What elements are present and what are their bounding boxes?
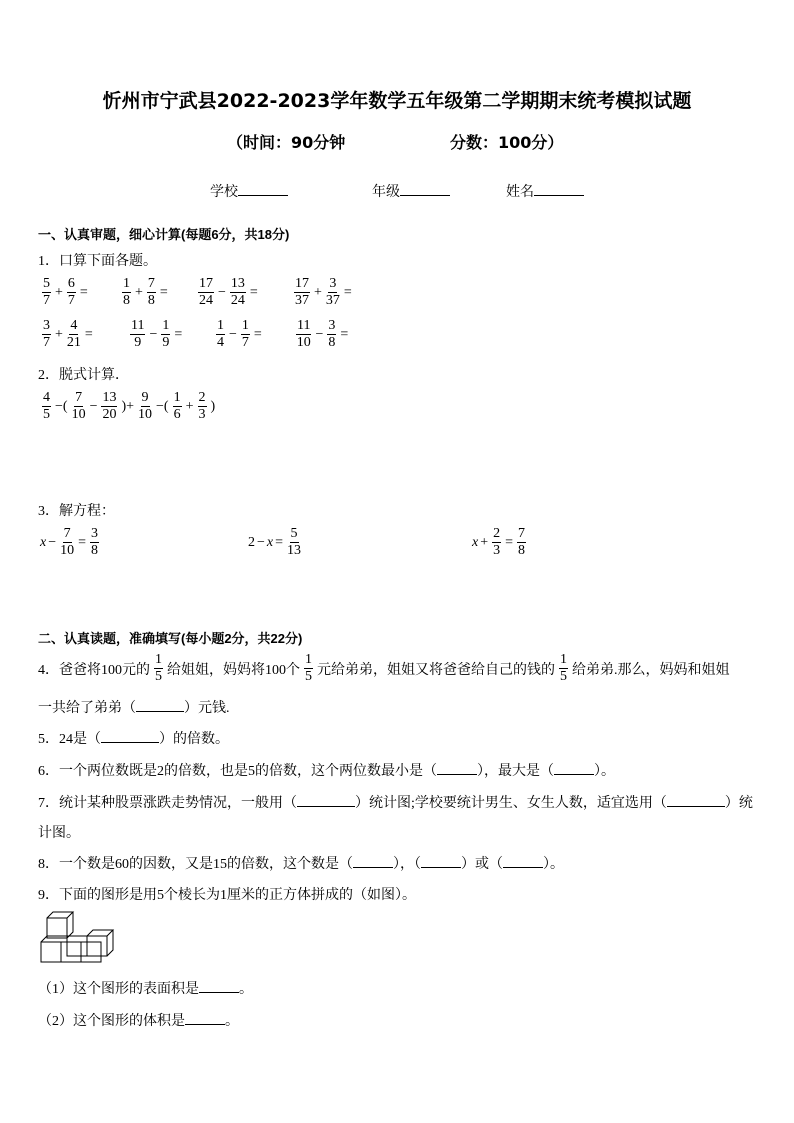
equation-2: 2 − x = $\frac{5}{13}$ [248, 526, 302, 558]
q4-blank[interactable] [136, 699, 184, 712]
q5-blank[interactable] [101, 730, 159, 743]
q4-part-c: 元给弟弟，姐姐又将爸爸给自己的钱的 [317, 662, 555, 678]
q8-blank-2[interactable] [421, 855, 461, 868]
school-field [210, 181, 288, 201]
q8-part-d: ）。 [543, 857, 564, 872]
calc-2: $\frac{1}{8}$ + $\frac{7}{8}$ = [123, 276, 168, 308]
q5-part-b: ）的倍数。 [159, 732, 229, 747]
q5-part-a: 5．24是（ [38, 732, 101, 747]
page-title: 忻州市宁武县2022-2023学年数学五年级第二学期期末统考模拟试题 [102, 90, 692, 112]
q7-blank-1[interactable] [297, 794, 355, 807]
school-blank [238, 183, 288, 196]
grade-blank [400, 183, 450, 196]
question-9: 9．下面的图形是用5个棱长为1厘米的正方体拼成的（如图）。 [38, 888, 416, 903]
grade-field [372, 181, 450, 201]
calc-8: $\frac{11}{10}$ − $\frac{3}{8}$ = [296, 318, 349, 350]
question-2: 2．脱式计算． [38, 368, 129, 383]
exam-score: 分数：100分） [450, 133, 564, 152]
q9-1-blank[interactable] [199, 980, 239, 993]
q4-part-e: 一共给了弟弟（ [38, 701, 136, 716]
question-8 [38, 853, 564, 873]
q7-part-a: 7．统计某种股票涨跌走势情况，一般用（ [38, 796, 297, 811]
section2-heading: 二、认真读题，准确填写(每小题2分，共22分) [38, 631, 303, 646]
q8-part-a: 8．一个数是60的因数，又是15的倍数，这个数是（ [38, 857, 353, 872]
question-9-1 [38, 978, 253, 998]
calc-5: $\frac{3}{7}$ + $\frac{4}{21}$ = [43, 318, 93, 350]
question-7 [38, 792, 753, 812]
name-label: 姓名 [506, 183, 534, 199]
q9-2-text: （2）这个图形的体积是 [38, 1014, 185, 1029]
stepwise-calc: $\frac{4}{5}$ −( $\frac{7}{10}$ − $\frac{13}{20}$ )+ $\frac{9}{10}$ −( $\frac{1}{6}$ + $\frac{2}{3}$ ) [43, 390, 216, 422]
q7-blank-2[interactable] [667, 794, 725, 807]
q6-part-c: ）。 [594, 764, 615, 779]
q8-blank-1[interactable] [353, 855, 393, 868]
calc-6: $\frac{11}{9}$ − $\frac{1}{9}$ = [131, 318, 183, 350]
q6-blank-2[interactable] [554, 762, 594, 775]
calc-7: $\frac{1}{4}$ − $\frac{1}{7}$ = [217, 318, 262, 350]
q8-part-c: ）或（ [461, 857, 503, 872]
q9-2-blank[interactable] [185, 1012, 225, 1025]
q6-blank-1[interactable] [437, 762, 477, 775]
question-1: 1．口算下面各题。 [38, 254, 157, 269]
grade-label: 年级 [372, 183, 400, 199]
question-5 [38, 728, 229, 748]
calc-1: $\frac{5}{7}$ + $\frac{6}{7}$ = [43, 276, 88, 308]
q6-part-b: ），最大是（ [477, 764, 554, 779]
q8-part-b: ），（ [393, 857, 421, 872]
q4-part-d: 给弟弟.那么，妈妈和姐姐 [572, 662, 730, 678]
section1-heading: 一、认真审题，细心计算(每题6分，共18分) [38, 227, 290, 242]
calc-4: $\frac{17}{37}$ + $\frac{3}{37}$ = [295, 276, 352, 308]
school-label: 学校 [210, 183, 238, 199]
q9-2-period: 。 [225, 1014, 239, 1029]
q9-1-text: （1）这个图形的表面积是 [38, 982, 199, 997]
question-7-line2: 计图。 [38, 826, 80, 841]
cube-figure [38, 910, 118, 968]
question-9-2 [38, 1010, 239, 1030]
name-blank [534, 183, 584, 196]
q7-part-b: ）统计图;学校要统计男生、女生人数，适宜选用（ [355, 796, 667, 811]
q4-part-b: 给姐姐，妈妈将100个 [167, 662, 300, 678]
question-3: 3．解方程： [38, 504, 115, 519]
q7-part-c: ）统 [724, 796, 753, 811]
question-4: 4．爸爸将100元的 $\frac{1}{5}$ 给姐姐，妈妈将100个 $\frac{1}{5}$ 元给弟弟，姐姐又将爸爸给自己的钱的 $\frac{1}{5}$ 给弟弟.那么，妈妈和姐姐 [38, 652, 730, 684]
question-4-line2 [38, 697, 230, 717]
equation-3: x + $\frac{2}{3}$ = $\frac{7}{8}$ [472, 526, 526, 558]
exam-time: （时间：90分钟 [227, 133, 346, 152]
q6-part-a: 6．一个两位数既是2的倍数，也是5的倍数，这个两位数最小是（ [38, 764, 437, 779]
q9-1-period: 。 [239, 982, 253, 997]
q4-part-f: ）元钱. [184, 701, 230, 716]
q8-blank-3[interactable] [503, 855, 543, 868]
calc-3: $\frac{17}{24}$ − $\frac{13}{24}$ = [199, 276, 258, 308]
q4-part-a: 4．爸爸将100元的 [38, 662, 150, 678]
equation-1: x − $\frac{7}{10}$ = $\frac{3}{8}$ [40, 526, 99, 558]
name-field [506, 181, 584, 201]
question-6 [38, 760, 615, 780]
